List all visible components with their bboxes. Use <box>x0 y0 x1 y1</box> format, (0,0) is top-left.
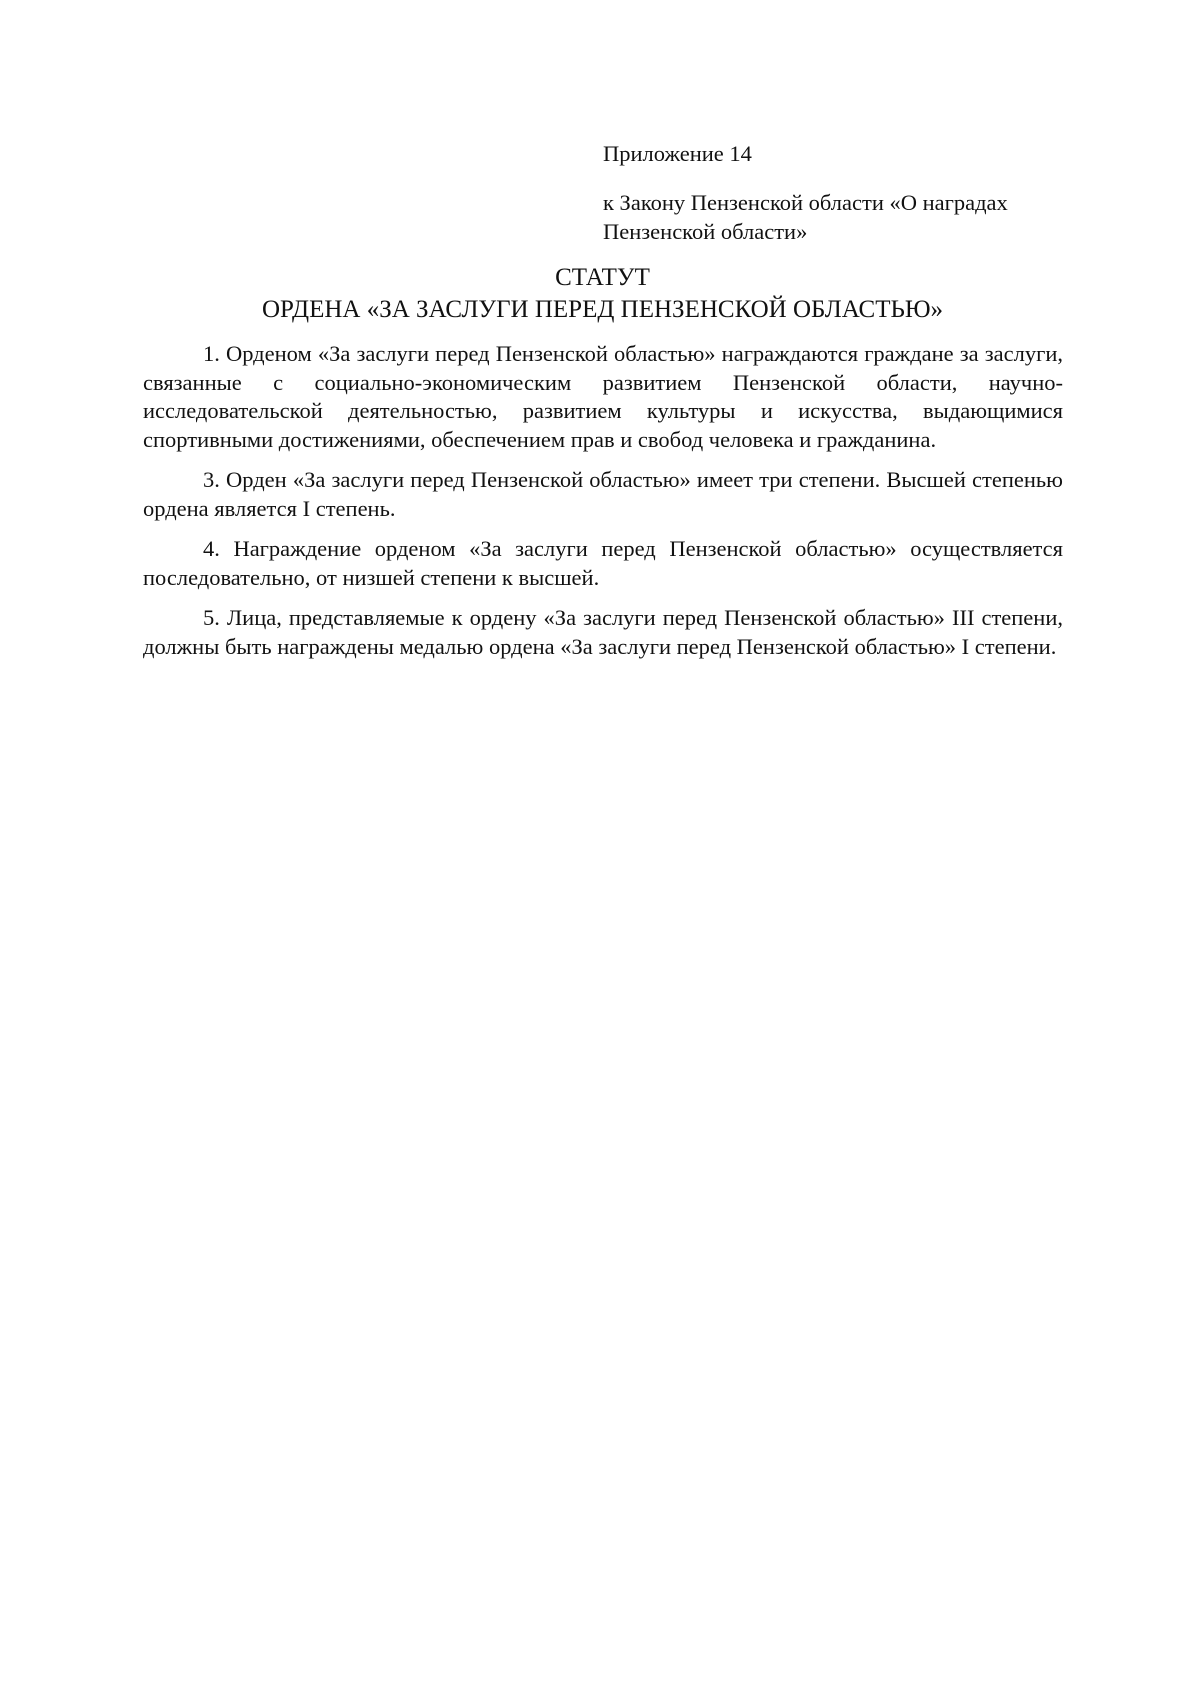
paragraph-5: 5. Лица, представляемые к ордену «За заслуги перед Пензенской областью» III степени, должны быть награждены медалью ордена «За заслуги перед Пензенской областью» I степени. <box>143 605 1063 659</box>
appendix-block <box>603 139 1073 246</box>
appendix-law-reference: к Закону Пензенской области «О наградах Пензенской области» <box>603 190 1008 244</box>
paragraph-1: 1. Орденом «За заслуги перед Пензенской областью» награждаются граждане за заслуги, связанные с социально-экономическим развитием Пензенской области, научно-исследовательской деятельностью, развитием культуры и искусства, выдающимися спортивными достижениями, обеспечением прав и свобод человека и гражданина. <box>143 341 1063 452</box>
appendix-number: Приложение 14 <box>603 141 752 166</box>
document-subtitle: ОРДЕНА «ЗА ЗАСЛУГИ ПЕРЕД ПЕНЗЕНСКОЙ ОБЛАСТЬЮ» <box>261 296 944 323</box>
document-title: СТАТУТ <box>555 264 650 291</box>
paragraph-4: 4. Награждение орденом «За заслуги перед Пензенской областью» осуществляется последовательно, от низшей степени к высшей. <box>143 536 1063 590</box>
document-heading <box>140 262 1065 326</box>
document-body <box>143 340 1063 673</box>
paragraph-3: 3. Орден «За заслуги перед Пензенской областью» имеет три степени. Высшей степенью ордена является I степень. <box>143 467 1063 521</box>
